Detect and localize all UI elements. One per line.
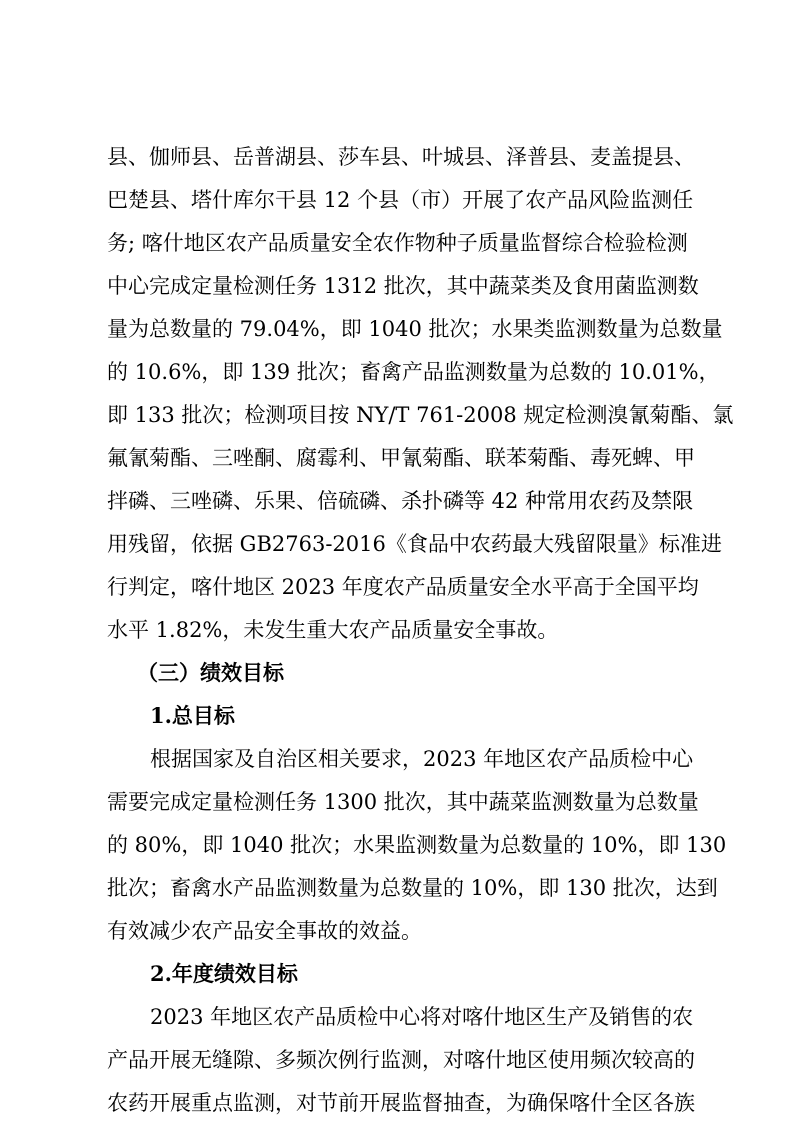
paragraph-line: 2023 年地区农产品质检中心将对喀什地区生产及销售的农: [150, 1005, 694, 1029]
paragraph-line: 量为总数量的 79.04%，即 1040 批次；水果类监测数量为总数量: [107, 317, 723, 341]
section-heading: （三）绩效目标: [137, 660, 284, 685]
paragraph-line: 需要完成定量检测任务 1300 批次，其中蔬菜监测数量为总数量: [107, 790, 699, 814]
paragraph-line: 批次；畜禽水产品监测数量为总数量的 10%，即 130 批次，达到: [107, 876, 718, 900]
paragraph-line: 的 80%，即 1040 批次；水果监测数量为总数量的 10%，即 130: [107, 833, 727, 857]
paragraph-line: 县、伽师县、岳普湖县、莎车县、叶城县、泽普县、麦盖提县、: [107, 145, 695, 169]
subsection-heading: 2.年度绩效目标: [150, 961, 298, 986]
paragraph-line: 根据国家及自治区相关要求，2023 年地区农产品质检中心: [150, 747, 694, 771]
paragraph-line: 中心完成定量检测任务 1312 批次，其中蔬菜类及食用菌监测数: [107, 274, 699, 298]
paragraph-line: 的 10.6%，即 139 批次；畜禽产品监测数量为总数的 10.01%，: [107, 360, 720, 384]
paragraph-line: 氟氰菊酯、三唑酮、腐霉利、甲氰菊酯、联苯菊酯、毒死蜱、甲: [107, 446, 695, 470]
paragraph-line: 农药开展重点监测，对节前开展监督抽查，为确保喀什全区各族: [107, 1091, 695, 1115]
paragraph-line: 有效减少农产品安全事故的效益。: [107, 919, 422, 943]
paragraph-line: 即 133 批次；检测项目按 NY/T 761-2008 规定检测溴氰菊酯、氯: [107, 403, 734, 427]
paragraph-line: 水平 1.82%，未发生重大农产品质量安全事故。: [107, 618, 559, 642]
paragraph-line: 用残留，依据 GB2763-2016《食品中农药最大残留限量》标准进: [107, 532, 722, 556]
paragraph-line: 务; 喀什地区农产品质量安全农作物种子质量监督综合检验检测: [107, 231, 688, 255]
subsection-heading: 1.总目标: [150, 703, 235, 728]
paragraph-line: 行判定，喀什地区 2023 年度农产品质量安全水平高于全国平均: [107, 575, 699, 599]
paragraph-line: 拌磷、三唑磷、乐果、倍硫磷、杀扑磷等 42 种常用农药及禁限: [107, 489, 694, 513]
paragraph-line: 巴楚县、塔什库尔干县 12 个县（市）开展了农产品风险监测任: [107, 188, 694, 212]
paragraph-line: 产品开展无缝隙、多频次例行监测，对喀什地区使用频次较高的: [107, 1048, 695, 1072]
